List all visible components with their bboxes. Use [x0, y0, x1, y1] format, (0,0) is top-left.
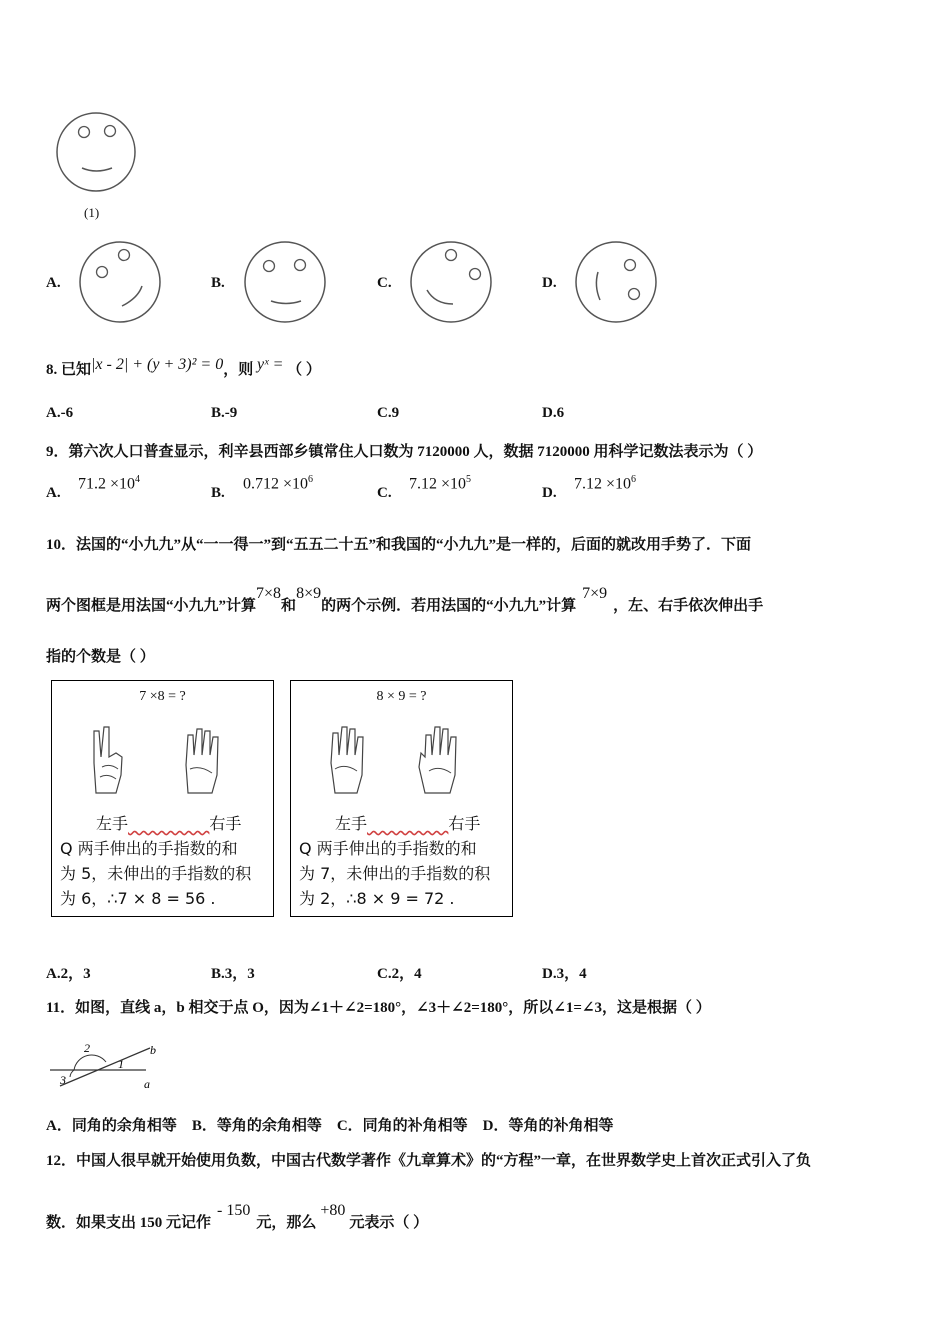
- q10-math-8x9: 8×9: [296, 585, 322, 602]
- q9-option-b-label: B.: [211, 485, 225, 501]
- q12-math-minus-150: - 150: [217, 1202, 251, 1219]
- smiley-option-a: [76, 238, 166, 328]
- q8-option-c: C.9: [377, 405, 400, 421]
- box1-text-1: Q 两手伸出的手指数的和: [60, 839, 238, 858]
- figure-1-label: (1): [84, 205, 100, 220]
- q10-math-7x8: 7×8: [256, 585, 282, 602]
- q12-math-plus-80: +80: [320, 1202, 346, 1219]
- q10-option-c: C.2，4: [377, 966, 422, 982]
- q9-option-a-label: A.: [46, 485, 61, 501]
- q8-expression: yˣ =: [256, 356, 284, 373]
- q9-option-b-value: $0.712 \times 10^6$: [243, 474, 314, 493]
- left-hand-icon: [88, 723, 128, 799]
- box2-text-1: Q 两手伸出的手指数的和: [299, 839, 477, 858]
- box1-text-2: 为 5，未伸出的手指数的积: [60, 864, 252, 883]
- q8-prefix: 已知: [61, 362, 92, 378]
- q8-number: 8.: [46, 362, 58, 378]
- box1-text-3: 为 6，∴7 × 8 = 56 .: [60, 889, 216, 908]
- q10-option-d: D.3，4: [542, 966, 587, 982]
- question-10-line-3: 指的个数是（ ）: [46, 649, 155, 665]
- box1-title: 7 ×8 = ?: [139, 689, 186, 704]
- q11-options: A．同角的余角相等 B．等角的余角相等 C．同角的补角相等 D．等角的补角相等: [46, 1118, 614, 1134]
- q9-option-c-label: C.: [377, 485, 392, 501]
- q8-option-a: A.-6: [46, 405, 74, 421]
- angle-1-label: 1: [118, 1057, 124, 1071]
- q7-option-d-label: D.: [542, 275, 557, 291]
- line-b-label: b: [150, 1043, 156, 1057]
- q8-option-d: D.6: [542, 405, 565, 421]
- line-a-label: a: [144, 1077, 150, 1091]
- q8-option-b: B.-9: [211, 405, 238, 421]
- box1-hands-line: 左手​ 右手: [96, 814, 242, 833]
- question-12-line-2: 数．如果支出 150 元记作- 150元，那么+80元表示（ ）: [46, 1202, 429, 1231]
- q9-option-d-value: $7.12 \times 10^6$: [574, 474, 637, 493]
- q10-option-a: A.2，3: [46, 966, 91, 982]
- question-10-line-1: 10．法国的“小九九”从“一一得一”到“五五二十五”和我国的“小九九”是一样的，后面的就改用手势了．下面: [46, 537, 752, 553]
- smiley-option-b: [241, 238, 331, 328]
- q9-option-d-label: D.: [542, 485, 557, 501]
- angle-3-label: 3: [60, 1073, 66, 1087]
- angle-2-label: 2: [84, 1041, 90, 1055]
- q10-option-b: B.3，3: [211, 966, 255, 982]
- smiley-option-c: [407, 238, 497, 328]
- q8-mid: ，则: [223, 362, 254, 378]
- box2-text-3: 为 2，∴8 × 9 = 72 .: [299, 889, 455, 908]
- q7-option-a-label: A.: [46, 275, 61, 291]
- q9-option-c-value: $7.12 \times 10^5$: [409, 474, 472, 493]
- question-10-line-2: 两个图框是用法国“小九九”计算7×8和8×9的两个示例．若用法国的“小九九”计算7×9，左、右手依次伸出手: [46, 585, 764, 614]
- right-hand-icon: [417, 723, 463, 799]
- smiley-figure-1: [52, 110, 142, 200]
- q9-option-a-value: $71.2 \times 10^4$: [78, 474, 141, 493]
- box2-hands-line: 左手​ 右手: [335, 814, 481, 833]
- question-12-line-1: 12．中国人很早就开始使用负数，中国古代数学著作《九章算术》的“方程”一章，在世界数学史上首次正式引入了负: [46, 1153, 812, 1169]
- question-8: [46, 358, 321, 379]
- smiley-option-d: [572, 238, 662, 328]
- q10-math-7x9: 7×9: [582, 585, 608, 602]
- hand-example-box-2: [290, 680, 513, 917]
- q8-paren: （ ）: [287, 362, 321, 378]
- right-hand-icon: [182, 725, 224, 799]
- q7-option-c-label: C.: [377, 275, 392, 291]
- box2-title: 8 × 9 = ?: [376, 689, 427, 704]
- q8-equation: |x - 2| + (y + 3)² = 0: [91, 356, 224, 373]
- hand-example-box-1: [51, 680, 274, 917]
- intersecting-lines-figure: [46, 1036, 166, 1094]
- q7-option-b-label: B.: [211, 275, 225, 291]
- left-hand-icon: [327, 723, 369, 799]
- question-11: 11．如图，直线 a，b 相交于点 O，因为∠1＋∠2=180°，∠3＋∠2=180°，所以∠1=∠3，这是根据（ ）: [46, 1000, 711, 1016]
- box2-text-2: 为 7，未伸出的手指数的积: [299, 864, 491, 883]
- question-9: 9．第六次人口普查显示，利辛县西部乡镇常住人口数为 7120000 人，数据 7120000 用科学记数法表示为（ ）: [46, 444, 763, 460]
